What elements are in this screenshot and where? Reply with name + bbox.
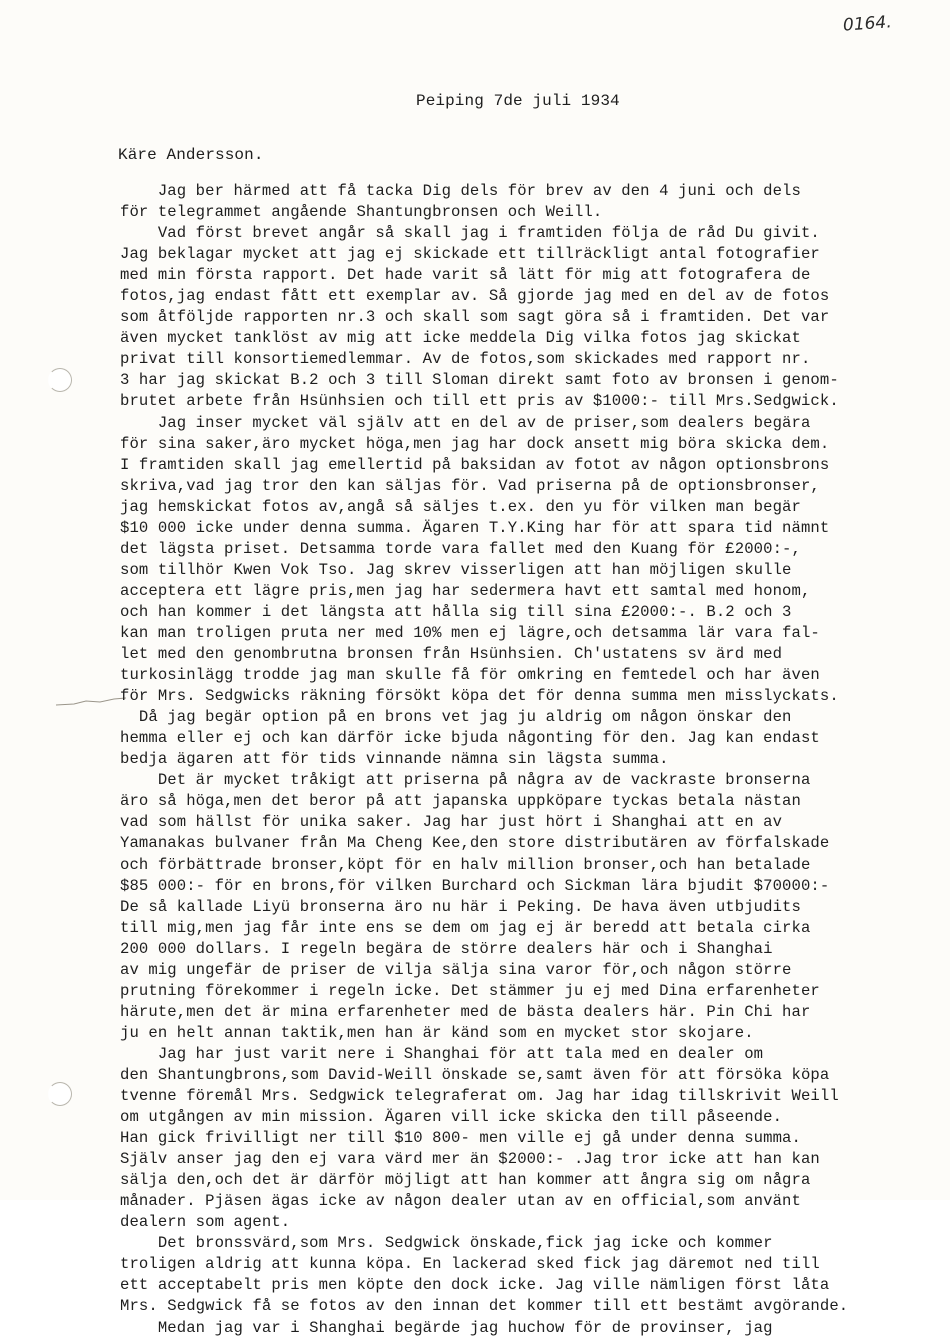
punch-hole [48, 1082, 72, 1106]
body-line: dealern som agent. [120, 1213, 291, 1232]
body-line: Medan jag var i Shanghai begärde jag huchow för de provinser, jag [120, 1318, 773, 1337]
body-line: Yamanakas bulvaner från Ma Cheng Kee,den store distributären av förfalskade [120, 834, 830, 853]
body-line: skriva,vad jag tror den kan säljas för. Vad priserna på de optionsbronser, [120, 476, 820, 495]
body-line: kan man troligen pruta ner med 10% men ej lägre,och detsamma lär vara fal- [120, 623, 820, 642]
body-line: härute,men det är mina erfarenheter med de bästa dealers här. Pin Chi har [120, 1002, 811, 1021]
body-line: den Shantungbrons,som David-Weill önskade se,samt även för att försöka köpa [120, 1065, 830, 1084]
body-line: turkosinlägg trodde jag man skulle få för omkring en femtedel och har även [120, 666, 820, 685]
body-line: om utgången av min mission. Ägaren vill icke skicka den till påseende. [120, 1108, 783, 1127]
body-line: ju en helt annan taktik,men han är känd som en mycket stor skojare. [120, 1023, 754, 1042]
body-line: för telegrammet angående Shantungbronsen och Weill. [120, 203, 603, 222]
body-line: privat till konsortiemedlemmar. Av de fotos,som skickades med rapport nr. [120, 350, 811, 369]
body-line: av mig ungefär de priser de vilja sälja sina varor för,och någon större [120, 960, 792, 979]
body-line: ett acceptabelt pris men köpte den dock icke. Jag ville nämligen först låta [120, 1276, 830, 1295]
body-line: De så kallade Liyü bronserna äro nu här i Peking. De hava även utbjudits [120, 897, 801, 916]
body-line: $85 000:- för en brons,för vilken Burchard och Sickman lära bjudit $70000:- [120, 876, 830, 895]
body-line: sälja den,och det är därför möjligt att han kommer att ångra sig om några [120, 1171, 811, 1190]
body-line: äro så höga,men det beror på att japanska uppköpare tyckas betala nästan [120, 792, 801, 811]
body-line: månader. Pjäsen ägas icke av någon dealer utan av en official,som använt [120, 1192, 801, 1211]
body-line: vad som hällst för unika saker. Jag har just hört i Shanghai att en av [120, 813, 783, 832]
body-line: som tillhör Kwen Vok Tso. Jag skrev visserligen att han möjligen skulle [120, 560, 792, 579]
body-line: tvenne föremål Mrs. Sedgwick telegraferat om. Jag har idag tillskrivit Weill [120, 1087, 839, 1106]
body-line: bedja ägaren att för tids vinnande nämna sin lägsta summa. [120, 750, 669, 769]
body-line: med min första rapport. Det hade varit så lätt för mig att fotografera de [120, 266, 811, 285]
body-line: let med den genombrutna bronsen från Hsünhsien. Ch'ustatens sv ärd med [120, 645, 783, 664]
body-line: Jag beklagar mycket att jag ej skickade ett tillräckligt antal fotografier [120, 245, 820, 264]
body-line: Jag inser mycket väl själv att en del av de priser,som dealers begära [120, 413, 811, 432]
paper-tear-mark [56, 697, 126, 709]
body-line: och förbättrade bronser,köpt för en halv million bronser,och han betalade [120, 855, 811, 874]
body-line: till mig,men jag får inte ens se dem om jag ej är beredd att betala cirka [120, 918, 811, 937]
body-line: det lägsta priset. Detsamma torde vara fallet med den Kuang för £2000:-, [120, 539, 801, 558]
body-line: prutning förekommer i regeln icke. Det stämmer ju ej med Dina erfarenheter [120, 981, 820, 1000]
body-line: acceptera ett lägre pris,men jag har sedermera havt ett samtal med honom, [120, 581, 811, 600]
body-line: troligen aldrig att kunna köpa. En lackerad sked fick jag däremot ned till [120, 1255, 820, 1274]
body-line: Då jag begär option på en brons vet jag ju aldrig om någon önskar den [120, 708, 792, 727]
body-line: Det är mycket tråkigt att priserna på några av de vackraste bronserna [120, 771, 811, 790]
body-line: $10 000 icke under denna summa. Ägaren T.Y.King har för att spara tid nämnt [120, 518, 830, 537]
body-line: Vad först brevet angår så skall jag i framtiden följa de råd Du givit. [120, 224, 820, 243]
body-line: Det bronssvärd,som Mrs. Sedgwick önskade,fick jag icke och kommer [120, 1234, 773, 1253]
body-line: Mrs. Sedgwick få se fotos av den innan det kommer till ett bestämt avgörande. [120, 1297, 849, 1316]
body-line: och han kommer i det längsta att hålla sig till sina £2000:-. B.2 och 3 [120, 602, 792, 621]
letter-salutation: Käre Andersson. [118, 146, 264, 164]
body-line: för Mrs. Sedgwicks räkning försökt köpa det för denna summa men misslyckats. [120, 687, 839, 706]
archive-page-number: 0164. [842, 12, 893, 36]
body-line: Jag har just varit nere i Shanghai för att tala med en dealer om [120, 1044, 764, 1063]
body-line: Han gick frivilligt ner till $10 800- men ville ej gå under denna summa. [120, 1129, 801, 1148]
letter-date: Peiping 7de juli 1934 [416, 92, 620, 110]
body-line: jag hemskickat fotos av,angå så säljes t.ex. den yu för vilken man begär [120, 497, 801, 516]
letter-body [120, 181, 920, 1339]
body-line: även mycket tanklöst av mig att icke meddela Dig vilka fotos jag skickat [120, 329, 801, 348]
body-line: för sina saker,äro mycket höga,men jag har dock ansett mig böra skicka dem. [120, 434, 830, 453]
body-line: som åtföljde rapporten nr.3 och skall som sagt göra så i framtiden. Det var [120, 308, 830, 327]
punch-hole [48, 368, 72, 392]
body-line: 200 000 dollars. I regeln begära de större dealers här och i Shanghai [120, 939, 773, 958]
body-line: brutet arbete från Hsünhsien och till ett pris av $1000:- till Mrs.Sedgwick. [120, 392, 839, 411]
body-line: Själv anser jag den ej vara värd mer än $2000:- .Jag tror icke att han kan [120, 1150, 820, 1169]
body-line: Jag ber härmed att få tacka Dig dels för brev av den 4 juni och dels [120, 182, 801, 200]
body-line: 3 har jag skickat B.2 och 3 till Sloman direkt samt foto av bronsen i genom- [120, 371, 839, 390]
body-line: hemma eller ej och kan därför icke bjuda någonting för den. Jag kan endast [120, 729, 820, 748]
body-line: fotos,jag endast fått ett exemplar av. Så gjorde jag med en del av de fotos [120, 287, 830, 306]
body-line: I framtiden skall jag emellertid på baksidan av fotot av någon optionsbrons [120, 455, 830, 474]
